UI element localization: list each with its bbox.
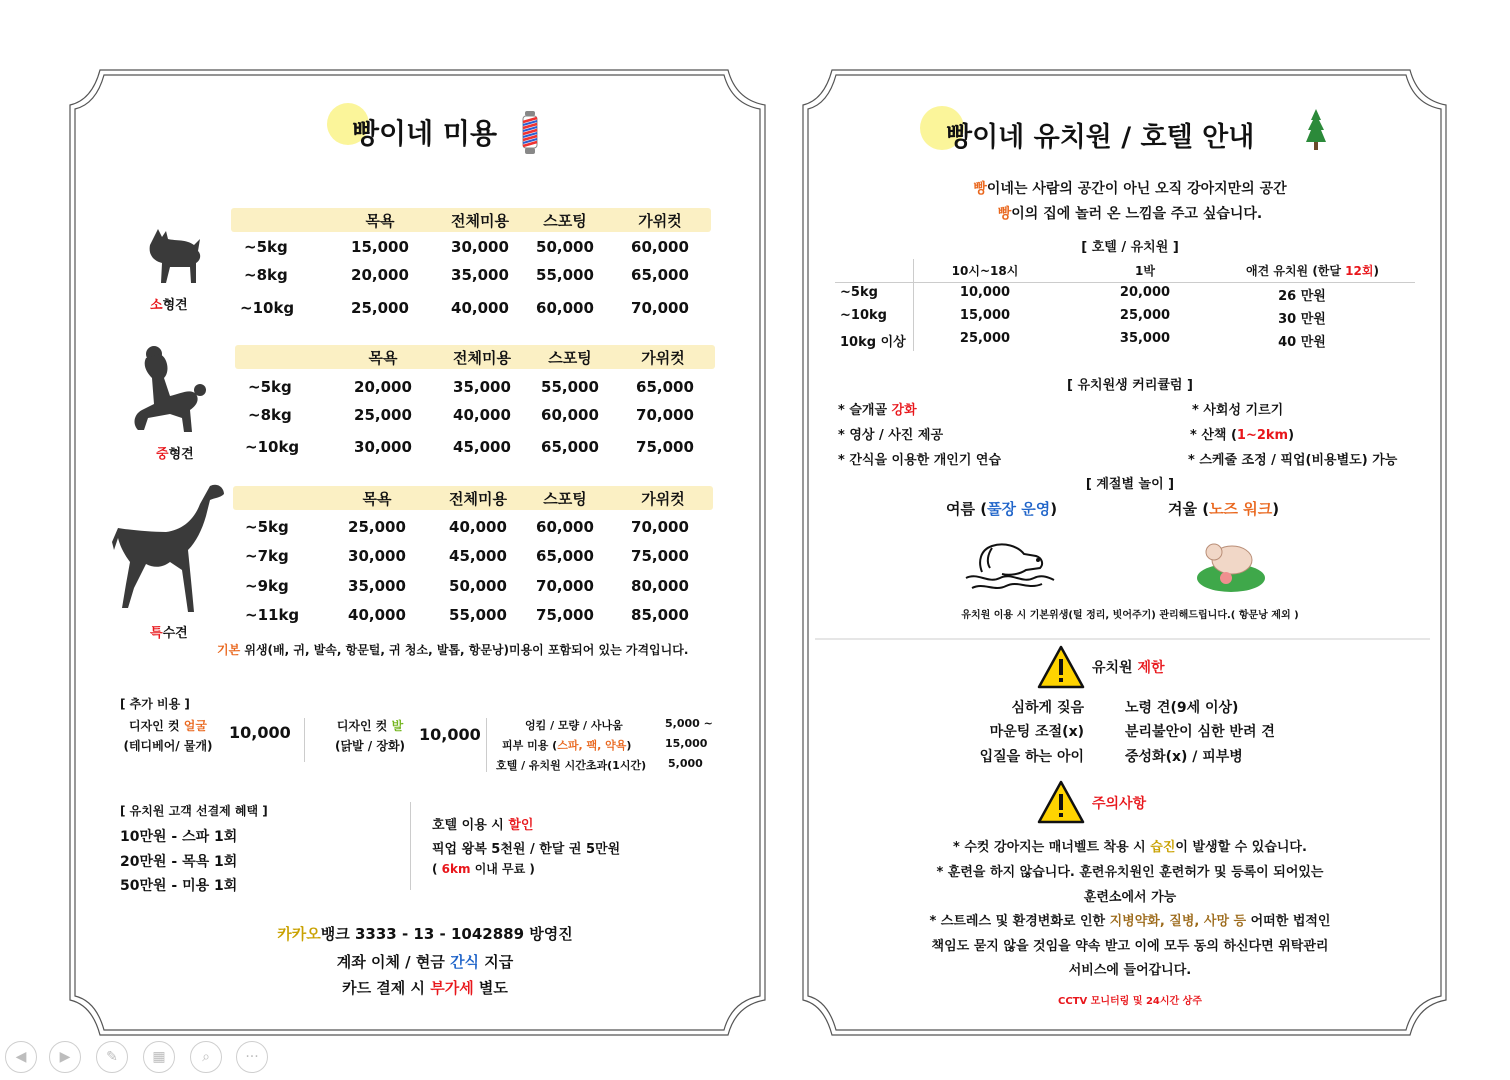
zoom-icon[interactable]: ⌕ (190, 1041, 222, 1073)
daycare-limit-title: 유치원 제한 (1092, 660, 1165, 676)
hotel-price: 26 만원 (1278, 289, 1326, 304)
limit-item: 중성화(x) / 피부병 (1125, 749, 1243, 765)
col-header: 스포팅 (543, 212, 587, 230)
foot-price: 10,000 (419, 725, 481, 744)
warning-icon (1037, 645, 1085, 689)
price-cell: 55,000 (541, 378, 599, 396)
weight-label: ~5kg (244, 238, 288, 256)
col-header: 전체미용 (451, 212, 509, 230)
price-cell: 40,000 (453, 406, 511, 424)
greyhound-icon (110, 480, 230, 615)
weight-label: ~5kg (248, 378, 292, 396)
weight-label: ~9kg (245, 577, 289, 595)
weight-label: ~8kg (244, 266, 288, 284)
caution-line: * 수컷 강아지는 매너벨트 착용 시 습진이 발생할 수 있습니다. (953, 840, 1307, 855)
extra-overtime: 호텔 / 유치원 시간초과(1시간) (496, 759, 647, 772)
bank-account: 카카오뱅크 3333 - 13 - 1042889 방영진 (277, 925, 573, 943)
price-cell: 40,000 (451, 299, 509, 317)
price-cell: 75,000 (636, 438, 694, 456)
price-cell: 65,000 (536, 547, 594, 565)
price-cell: 65,000 (541, 438, 599, 456)
col-header: 전체미용 (449, 490, 507, 508)
divider (486, 718, 487, 772)
right-page-title: 빵이네 유치원 / 호텔 안내 (946, 122, 1255, 153)
foot-design-sub: (닭발 / 장화) (334, 739, 406, 753)
price-cell: 70,000 (536, 577, 594, 595)
price-cell: 75,000 (631, 547, 689, 565)
price-cell: 30,000 (348, 547, 406, 565)
nosework-dog-icon (1196, 532, 1266, 592)
extra-matted: 엉킴 / 모량 / 사나움 (525, 719, 623, 732)
limit-item: 심하게 짖음 (1011, 700, 1084, 716)
hotel-price: 15,000 (959, 308, 1011, 323)
col-header: 목욕 (368, 349, 398, 367)
limit-item: 노령 견(9세 이상) (1125, 700, 1239, 716)
price-cell: 45,000 (453, 438, 511, 456)
price-cell: 70,000 (631, 299, 689, 317)
cctv-note: CCTV 모니터링 및 24시간 상주 (1057, 996, 1203, 1007)
grooming-note: 유치원 이용 시 기본위생(털 정리, 빗어주기) 관리해드립니다.( 항문낭 제외 ) (961, 610, 1299, 621)
price-cell: 15,000 (351, 238, 409, 256)
hotel-price: 25,000 (1119, 308, 1171, 323)
payment-card: 카드 결제 시 부가세 별도 (342, 979, 508, 997)
price-cell: 45,000 (449, 547, 507, 565)
season-title: [ 계절별 놀이 ] (1085, 477, 1175, 492)
price-note: 기본 위생(배, 귀, 발속, 항문털, 귀 청소, 발톱, 항문낭)미용이 포함되어 있는 가격입니다. (217, 643, 689, 657)
price-cell: 35,000 (453, 378, 511, 396)
prepay-item: 50만원 - 미용 1회 (120, 878, 238, 894)
price-cell: 20,000 (351, 266, 409, 284)
price-cell: 20,000 (354, 378, 412, 396)
prepay-item: 20만원 - 목욕 1회 (120, 854, 238, 870)
col-header: 스포팅 (543, 490, 587, 508)
weight-label: ~7kg (245, 547, 289, 565)
price-cell: 25,000 (351, 299, 409, 317)
large-dog-label: 특수견 (150, 626, 188, 641)
weight-label: ~5kg (245, 518, 289, 536)
col-header: 전체미용 (453, 349, 511, 367)
extra-cost-title: [ 추가 비용 ] (120, 697, 190, 711)
hotel-table-title: [ 호텔 / 유치원 ] (1081, 240, 1179, 255)
hotel-col-header: 1박 (1135, 264, 1155, 278)
weight-label: ~8kg (248, 406, 292, 424)
hotel-price: 30 만원 (1278, 312, 1326, 327)
hotel-weight: ~5kg (840, 285, 878, 300)
caution-line: 서비스에 들어갑니다. (1068, 963, 1192, 978)
price-cell: 55,000 (449, 606, 507, 624)
col-header: 가위컷 (641, 349, 685, 367)
price-cell: 40,000 (449, 518, 507, 536)
prepay-item: 10만원 - 스파 1회 (120, 829, 238, 845)
intro-line-1: 빵이네는 사람의 공간이 아닌 오직 강아지만의 공간 (973, 181, 1287, 197)
price-cell: 25,000 (354, 406, 412, 424)
price-cell: 70,000 (631, 518, 689, 536)
prev-icon[interactable]: ◀ (5, 1041, 37, 1073)
hotel-price: 35,000 (1119, 331, 1171, 346)
divider (304, 718, 305, 762)
col-header: 가위컷 (638, 212, 682, 230)
swimming-dog-icon (962, 540, 1058, 592)
curriculum-item: * 사회성 기르기 (1192, 403, 1284, 418)
prepay-title: [ 유치원 고객 선결제 혜택 ] (120, 804, 268, 818)
hotel-price: 20,000 (1119, 285, 1171, 300)
hotel-price: 10,000 (959, 285, 1011, 300)
face-price: 10,000 (229, 723, 291, 742)
price-cell: 35,000 (348, 577, 406, 595)
price-cell: 35,000 (451, 266, 509, 284)
curriculum-item: * 산책 (1~2km) (1190, 428, 1295, 443)
caution-line: 훈련소에서 가능 (1083, 890, 1177, 905)
limit-item: 입질을 하는 아이 (979, 749, 1084, 765)
price-cell: 60,000 (536, 518, 594, 536)
extra-skin-care: 피부 미용 (스파, 팩, 약욕) (502, 739, 632, 752)
extra-overtime-price: 5,000 (668, 757, 703, 770)
barber-pole-icon (517, 110, 543, 156)
divider (913, 259, 914, 351)
foot-design-cut: 디자인 컷 발 (336, 719, 404, 733)
hotel-price: 25,000 (959, 331, 1011, 346)
summer-activity: 여름 (풀장 운영) (946, 500, 1058, 518)
price-cell: 60,000 (536, 299, 594, 317)
poodle-icon (124, 344, 214, 439)
price-cell: 60,000 (541, 406, 599, 424)
payment-cash: 계좌 이체 / 현금 간식 지급 (336, 953, 514, 971)
col-header: 가위컷 (641, 490, 685, 508)
face-design-sub: (테디베어/ 물개) (123, 739, 213, 753)
face-design-cut: 디자인 컷 얼굴 (129, 719, 207, 733)
curriculum-title: [ 유치원생 커리큘럼 ] (1067, 378, 1193, 393)
price-cell: 40,000 (348, 606, 406, 624)
more-icon[interactable]: ··· (236, 1041, 268, 1073)
caution-title: 주의사항 (1092, 796, 1147, 812)
hotel-col-header: 애견 유치원 (한달 12회) (1246, 264, 1379, 278)
weight-label: ~10kg (240, 299, 295, 317)
weight-label: ~11kg (245, 606, 300, 624)
price-cell: 75,000 (536, 606, 594, 624)
hotel-weight: 10kg 이상 (840, 335, 906, 350)
tree-icon (1305, 108, 1327, 152)
small-dog-label: 소형견 (150, 298, 188, 313)
curriculum-item: * 간식을 이용한 개인기 연습 (838, 453, 1002, 468)
divider (835, 282, 1415, 283)
small-dog-icon (136, 227, 206, 287)
divider (410, 802, 411, 890)
price-cell: 65,000 (636, 378, 694, 396)
price-cell: 50,000 (449, 577, 507, 595)
slides-icon[interactable]: ▦ (143, 1041, 175, 1073)
price-cell: 30,000 (451, 238, 509, 256)
extra-skin-price: 15,000 (665, 737, 708, 750)
price-cell: 50,000 (536, 238, 594, 256)
price-cell: 55,000 (536, 266, 594, 284)
winter-activity: 겨울 (노즈 워크) (1168, 500, 1280, 518)
hotel-price: 40 만원 (1278, 335, 1326, 350)
pen-icon[interactable]: ✎ (96, 1041, 128, 1073)
price-cell: 70,000 (636, 406, 694, 424)
extra-matted-price: 5,000 ~ (665, 717, 713, 730)
price-cell: 60,000 (631, 238, 689, 256)
medium-dog-label: 중형견 (156, 447, 194, 462)
curriculum-item: * 스케줄 조정 / 픽업(비용별도) 가능 (1188, 453, 1398, 468)
weight-label: ~10kg (245, 438, 300, 456)
limit-item: 마운팅 조절(x) (989, 724, 1084, 740)
hotel-weight: ~10kg (840, 308, 887, 323)
price-cell: 30,000 (354, 438, 412, 456)
col-header: 목욕 (365, 212, 395, 230)
curriculum-item: * 영상 / 사진 제공 (838, 428, 943, 443)
warning-icon (1037, 780, 1085, 824)
next-icon[interactable]: ▶ (49, 1041, 81, 1073)
price-cell: 25,000 (348, 518, 406, 536)
left-page-title: 빵이네 미용 (352, 117, 497, 150)
col-header: 스포팅 (548, 349, 592, 367)
curriculum-item: * 슬개골 강화 (838, 403, 917, 418)
free-range: ( 6km 이내 무료 ) (432, 862, 535, 876)
price-cell: 80,000 (631, 577, 689, 595)
hotel-discount: 호텔 이용 시 할인 (432, 818, 534, 833)
pickup-info: 픽업 왕복 5천원 / 한달 권 5만원 (432, 842, 621, 857)
hotel-col-header: 10시~18시 (951, 264, 1019, 278)
caution-line: 책임도 묻지 않을 것임을 약속 받고 이에 모두 동의 하신다면 위탁관리 (931, 939, 1329, 954)
caution-line: * 훈련을 하지 않습니다. 훈련유치원인 훈련허가 및 등록이 되어있는 (936, 865, 1324, 880)
intro-line-2: 빵이의 집에 놀러 온 느낌을 주고 싶습니다. (997, 206, 1263, 222)
limit-item: 분리불안이 심한 반려 견 (1125, 724, 1275, 740)
price-cell: 65,000 (631, 266, 689, 284)
caution-line: * 스트레스 및 환경변화로 인한 지병약화, 질병, 사망 등 어떠한 법적인 (929, 914, 1331, 929)
col-header: 목욕 (362, 490, 392, 508)
price-cell: 85,000 (631, 606, 689, 624)
